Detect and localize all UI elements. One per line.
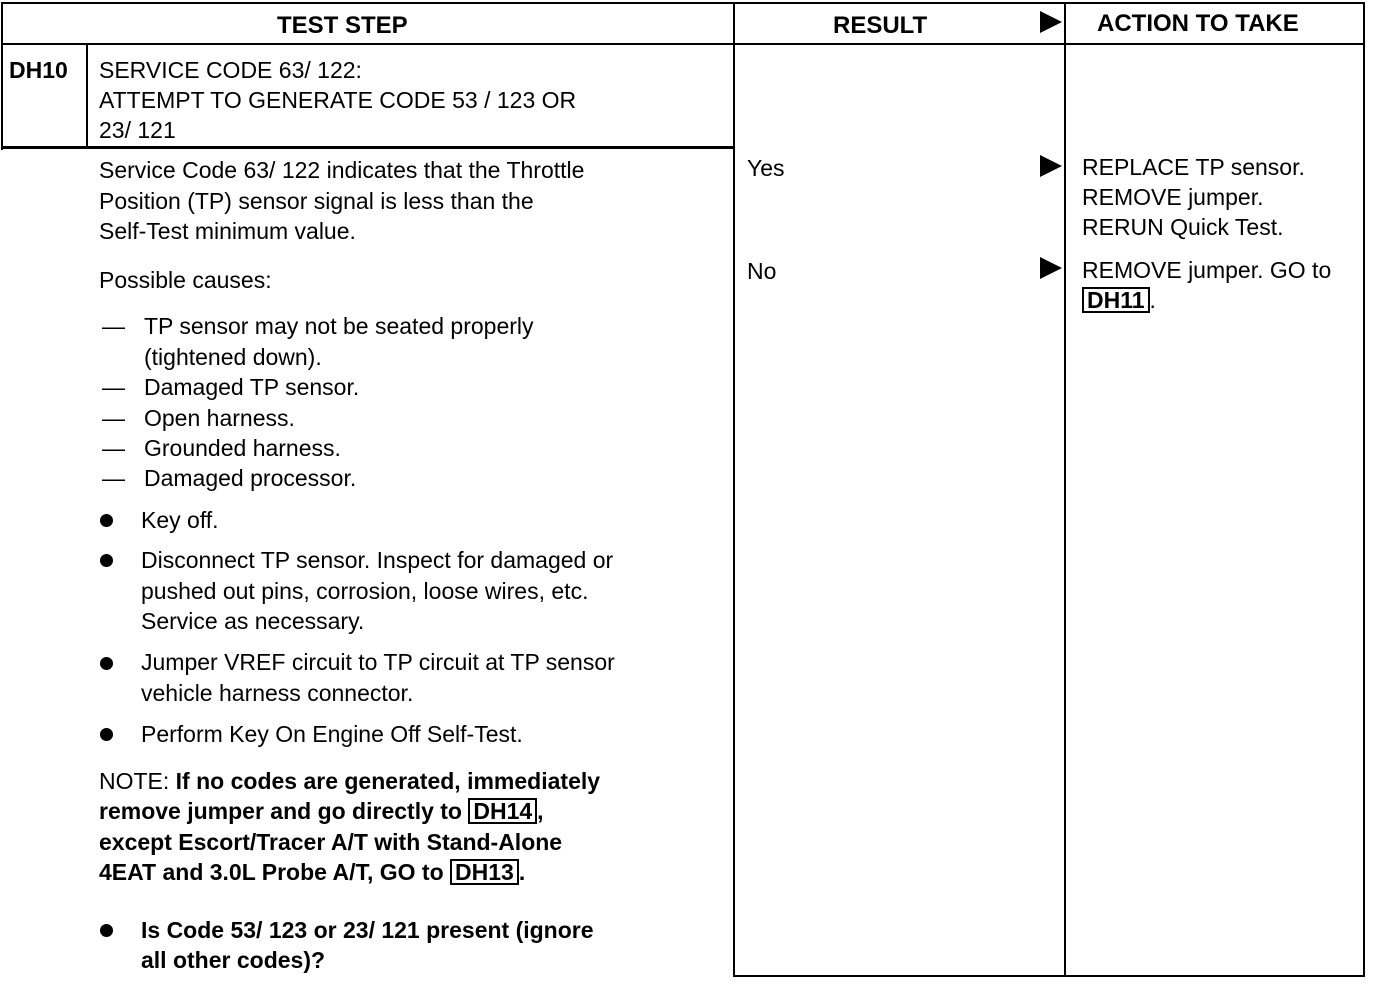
- dash-icon: —: [102, 405, 125, 431]
- intro-line-1: Service Code 63/ 122 indicates that the Throttle: [99, 157, 585, 183]
- note-period: .: [518, 859, 526, 885]
- header-arrow-icon: [1040, 11, 1062, 33]
- header-bottom-border: [1, 43, 1365, 45]
- ref-dh13-link[interactable]: DH13: [450, 859, 519, 885]
- bullet-disconnect-line-2: pushed out pins, corrosion, loose wires, etc.: [141, 578, 589, 604]
- action-yes-line-1: REPLACE TP sensor.: [1082, 154, 1305, 180]
- note-line-1: [99, 766, 600, 797]
- possible-causes-label: Possible causes:: [99, 267, 272, 293]
- intro-line-2: Position (TP) sensor signal is less than the: [99, 188, 534, 214]
- step-title-line-2: ATTEMPT TO GENERATE CODE 53 / 123 OR: [99, 87, 577, 113]
- step-id: DH10: [9, 57, 68, 83]
- note-line-3: except Escort/Tracer A/T with Stand-Alone: [99, 829, 563, 855]
- bullet-disconnect-line-3: Service as necessary.: [141, 608, 365, 634]
- note-text-1: If no codes are generated, immediately: [175, 768, 601, 794]
- note-text-2: remove jumper and go directly to: [99, 798, 462, 824]
- bullet-jumper-line-1: Jumper VREF circuit to TP circuit at TP sensor: [141, 649, 615, 675]
- cause-item-continuation: (tightened down).: [144, 344, 322, 370]
- cause-item: Damaged processor.: [144, 465, 357, 491]
- action-yes-line-2: REMOVE jumper.: [1082, 184, 1264, 210]
- no-arrow-icon: [1040, 257, 1062, 279]
- title-bottom-border: [1, 146, 735, 149]
- step-id-divider: [86, 45, 88, 148]
- ref-dh14-link[interactable]: DH14: [468, 798, 537, 824]
- note-label: NOTE:: [99, 768, 170, 794]
- bullet-icon: [100, 514, 113, 527]
- table-right-border: [1363, 2, 1365, 977]
- table-top-border: [1, 2, 1364, 4]
- result-no: No: [747, 258, 777, 284]
- dash-icon: —: [102, 465, 125, 491]
- step-title-line-1: SERVICE CODE 63/ 122:: [99, 57, 362, 83]
- dash-icon: —: [102, 435, 125, 461]
- action-no-line-1: REMOVE jumper. GO to: [1082, 257, 1332, 283]
- cause-item: Grounded harness.: [144, 435, 341, 461]
- bullet-icon: [100, 728, 113, 741]
- col-divider-result: [1064, 2, 1066, 977]
- cause-item: TP sensor may not be seated properly: [144, 313, 534, 339]
- bullet-icon: [100, 554, 113, 567]
- intro-line-3: Self-Test minimum value.: [99, 218, 356, 244]
- bullet-key-off: Key off.: [141, 507, 219, 533]
- question-line-1: Is Code 53/ 123 or 23/ 121 present (ignore: [141, 917, 594, 943]
- action-no-line-2: [1082, 285, 1156, 316]
- dash-icon: —: [102, 313, 125, 339]
- bullet-jumper-line-2: vehicle harness connector.: [141, 680, 414, 706]
- action-no-period: .: [1149, 287, 1156, 313]
- step-title-line-3: 23/ 121: [99, 117, 176, 143]
- result-yes: Yes: [747, 155, 785, 181]
- note-text-4: 4EAT and 3.0L Probe A/T, GO to: [99, 859, 444, 885]
- cause-item: Damaged TP sensor.: [144, 374, 360, 400]
- yes-arrow-icon: [1040, 155, 1062, 177]
- bullet-disconnect-line-1: Disconnect TP sensor. Inspect for damaged or: [141, 547, 614, 573]
- action-yes-line-3: RERUN Quick Test.: [1082, 214, 1284, 240]
- bullet-perform-test: Perform Key On Engine Off Self-Test.: [141, 721, 523, 747]
- note-comma: ,: [537, 798, 544, 824]
- ref-dh11-link[interactable]: DH11: [1082, 287, 1150, 313]
- note-line-2: [99, 796, 544, 827]
- note-line-4: [99, 857, 525, 888]
- dash-icon: —: [102, 374, 125, 400]
- header-result: RESULT: [833, 12, 928, 39]
- table-left-border: [1, 2, 3, 150]
- header-test-step: TEST STEP: [277, 12, 408, 39]
- bullet-icon: [100, 657, 113, 670]
- cause-item: Open harness.: [144, 405, 295, 431]
- bullet-icon: [100, 924, 113, 937]
- table-bottom-border: [733, 975, 1365, 977]
- header-action: ACTION TO TAKE: [1097, 10, 1299, 37]
- question-line-2: all other codes)?: [141, 947, 326, 973]
